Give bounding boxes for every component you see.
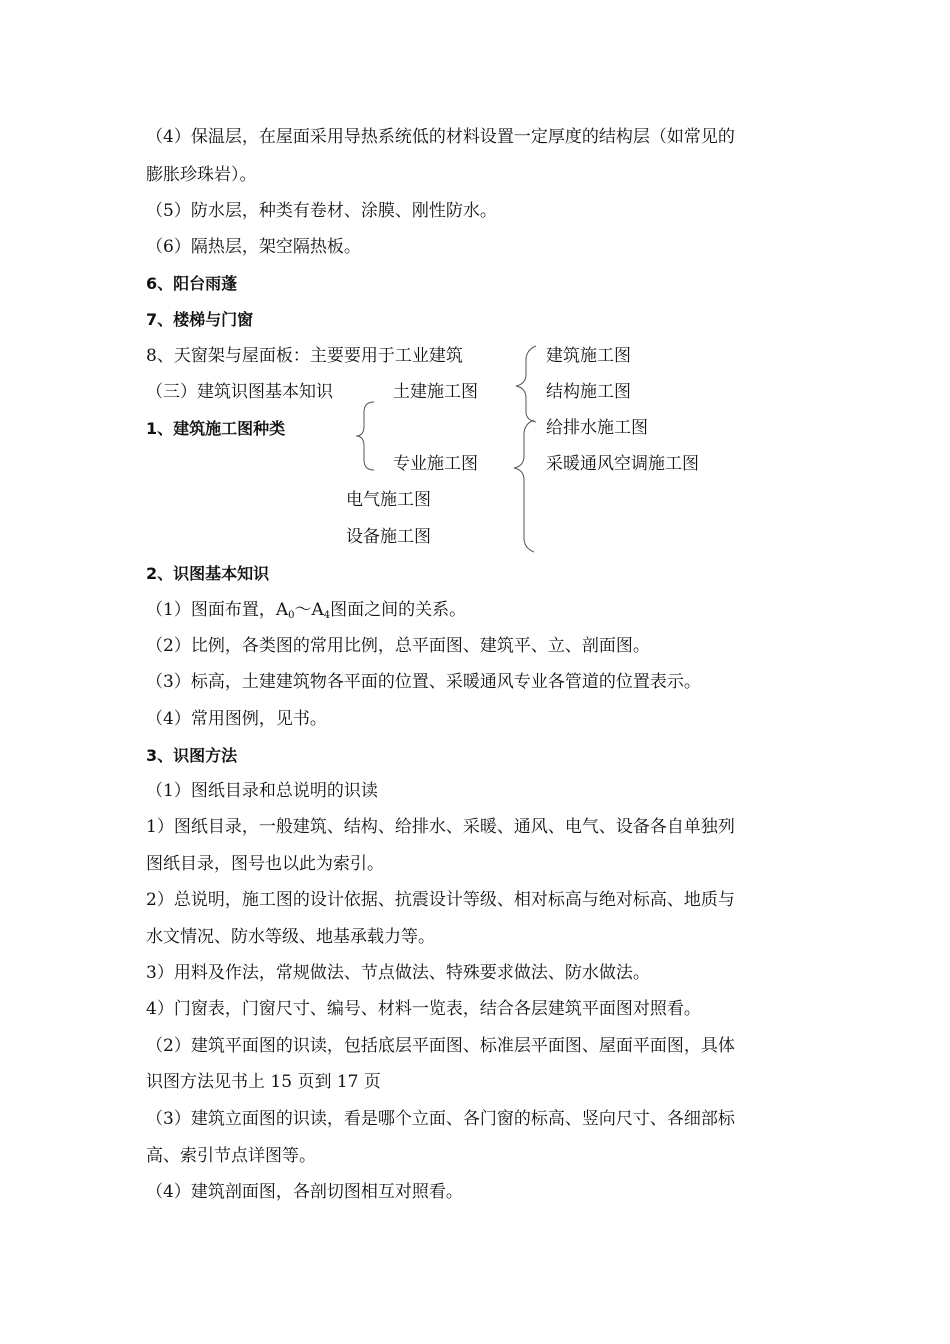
- heading-balcony-canopy: 6、阳台雨蓬: [146, 274, 238, 293]
- paragraph-section-drawing: （4）建筑剖面图，各剖切图相互对照看。: [146, 1182, 463, 1202]
- paragraph-general-notes-cont: 水文情况、防水等级、地基承载力等。: [146, 927, 435, 947]
- paragraph-general-notes: 2）总说明，施工图的设计依据、抗震设计等级、相对标高与绝对标高、地质与: [146, 890, 735, 910]
- paragraph-materials-methods: 3）用料及作法，常规做法、节点做法、特殊要求做法、防水做法。: [146, 963, 650, 983]
- paragraph-elevation: （3）标高，土建建筑物各平面的位置、采暖通风专业各管道的位置表示。: [146, 672, 701, 692]
- paragraph-door-window-table: 4）门窗表，门窗尺寸、编号、材料一览表，结合各层建筑平面图对照看。: [146, 999, 701, 1019]
- paragraph-layout-post: 图面之间的关系。: [330, 600, 467, 620]
- paragraph-catalog-notes: （1）图纸目录和总说明的识读: [146, 781, 378, 801]
- tree-electrical-drawing: 电气施工图: [346, 490, 431, 510]
- paragraph-insulation-layer-cont: 膨胀珍珠岩）。: [146, 165, 257, 185]
- subscript-zero: 0: [288, 610, 295, 621]
- paragraph-layout: [146, 599, 466, 627]
- heading-stairs-doors-windows: 7、楼梯与门窗: [146, 310, 254, 329]
- subscript-four: 4: [323, 610, 331, 621]
- heading-drawing-types: 1、建筑施工图种类: [146, 419, 286, 438]
- tree-civil-drawing: 土建施工图: [393, 382, 478, 402]
- heading-reading-methods: 3、识图方法: [146, 746, 238, 765]
- paragraph-drawing-catalog: 1）图纸目录，一般建筑、结构、给排水、采暖、通风、电气、设备各自单独列: [146, 817, 735, 837]
- tree-plumbing-drawing: 给排水施工图: [546, 418, 648, 438]
- paragraph-heat-insulation-layer: （6）隔热层，架空隔热板。: [146, 237, 361, 257]
- paragraph-waterproof-layer: （5）防水层，种类有卷材、涂膜、刚性防水。: [146, 201, 497, 221]
- tree-structure-drawing: 结构施工图: [546, 382, 631, 402]
- brace-drawing-types: [350, 400, 380, 472]
- paragraph-scale: （2）比例，各类图的常用比例，总平面图、建筑平、立、剖面图。: [146, 636, 650, 656]
- paragraph-elevation-drawing-cont: 高、索引节点详图等。: [146, 1146, 316, 1166]
- paragraph-insulation-layer: （4）保温层，在屋面采用导热系统低的材料设置一定厚度的结构层（如常见的: [146, 127, 735, 147]
- paragraph-layout-pre: （1）图面布置，A: [146, 600, 289, 620]
- tree-specialty-drawing: 专业施工图: [393, 454, 478, 474]
- tree-equipment-drawing: 设备施工图: [346, 527, 431, 547]
- paragraph-elevation-drawing: （3）建筑立面图的识读，看是哪个立面、各门窗的标高、竖向尺寸、各细部标: [146, 1109, 735, 1129]
- paragraph-layout-mid: ～A: [294, 600, 324, 620]
- tree-hvac-drawing: 采暖通风空调施工图: [546, 454, 699, 474]
- paragraph-floor-plan-cont: 识图方法见书上 15 页到 17 页: [146, 1072, 381, 1092]
- paragraph-floor-plan: （2）建筑平面图的识读，包括底层平面图、标准层平面图、屋面平面图，具体: [146, 1036, 735, 1056]
- brace-civil-drawing: [508, 344, 538, 424]
- paragraph-drawing-catalog-cont: 图纸目录，图号也以此为索引。: [146, 854, 384, 874]
- paragraph-legend: （4）常用图例，见书。: [146, 709, 327, 729]
- section-title-drawing-basics: （三）建筑识图基本知识: [146, 382, 333, 402]
- heading-drawing-knowledge: 2、识图基本知识: [146, 564, 270, 583]
- tree-architecture-drawing: 建筑施工图: [546, 346, 631, 366]
- brace-specialty-drawing: [508, 418, 538, 554]
- paragraph-skylight-roof-panel: 8、天窗架与屋面板：主要要用于工业建筑: [146, 346, 463, 366]
